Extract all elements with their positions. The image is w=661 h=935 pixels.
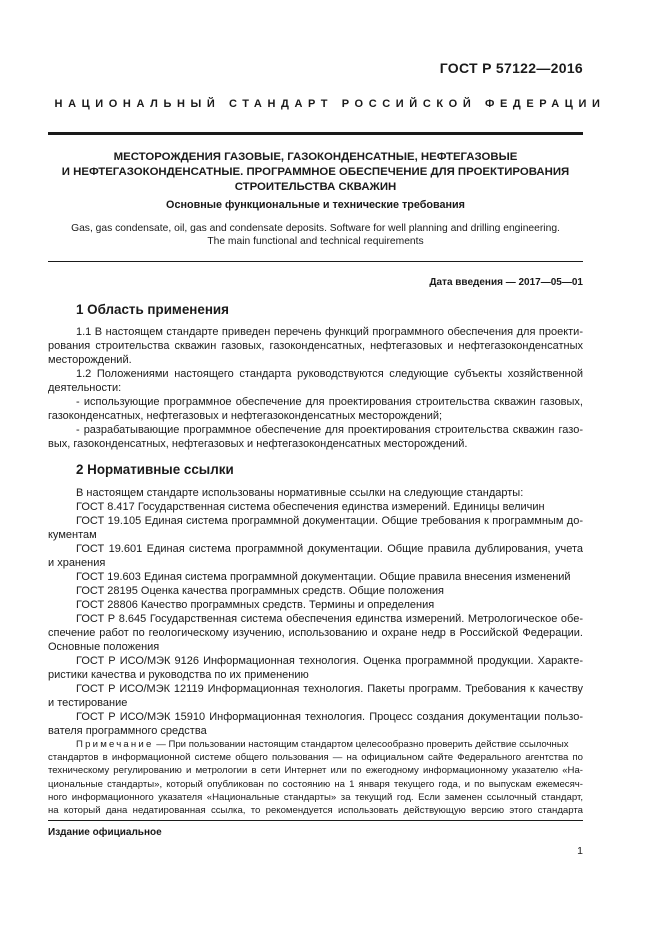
paragraph-line: вых, газоконденсатных, нефтегазовых и нефтегазоконденсатных месторождений. [48, 438, 468, 450]
paragraph-line: месторождений. [48, 354, 132, 366]
reference-line: кументам [48, 529, 97, 541]
section-1-heading: 1 Область применения [76, 302, 229, 317]
note-line: стандартов в информационной системе общего пользования — на официальном сайте Федерального агентства по [48, 752, 583, 764]
paragraph-line: рования строительства скважин газовых, газоконденсатных, нефтегазовых и нефтегазоконденсатных [48, 340, 583, 352]
page-number: 1 [577, 845, 583, 857]
title-line: МЕСТОРОЖДЕНИЯ ГАЗОВЫЕ, ГАЗОКОНДЕНСАТНЫЕ, НЕФТЕГАЗОВЫЕ [113, 151, 518, 163]
note-block [48, 738, 583, 817]
note-label: Примечание [76, 739, 154, 750]
header-divider [48, 132, 583, 135]
reference-line: Основные положения [48, 641, 160, 653]
reference-line: ГОСТ Р 8.645 Государственная система обеспечения единства измерений. Метрологическое обе- [76, 613, 583, 625]
reference-line: ГОСТ 19.105 Единая система программной документации. Общие требования к программным до- [76, 515, 583, 527]
english-title-line: The main functional and technical requirements [207, 236, 424, 247]
english-title-line: Gas, gas condensate, oil, gas and condensate deposits. Software for well planning and drilling engineering. [71, 223, 560, 234]
document-subtitle: Основные функциональные и технические требования [166, 199, 465, 211]
title-line: И НЕФТЕГАЗОКОНДЕНСАТНЫЕ. ПРОГРАММНОЕ ОБЕСПЕЧЕНИЕ ДЛЯ ПРОЕКТИРОВАНИЯ [61, 166, 570, 178]
reference-line: ГОСТ Р ИСО/МЭК 9126 Информационная технология. Оценка программной продукции. Характе- [76, 655, 583, 667]
reference-line: ГОСТ 19.601 Единая система программной документации. Общие правила дублирования, учета [76, 543, 583, 555]
standard-code: ГОСТ Р 57122—2016 [439, 60, 583, 76]
document-title [48, 150, 583, 195]
national-standard-banner: НАЦИОНАЛЬНЫЙ СТАНДАРТ РОССИЙСКОЙ ФЕДЕРАЦИИ [54, 98, 606, 110]
paragraph-line: 1.1 В настоящем стандарте приведен перечень функций программного обеспечения для проекти- [76, 326, 583, 338]
paragraph-line: деятельности: [48, 382, 122, 394]
note-line: ного информационного указателя «Национальные стандарты» за текущий год. Если заменен ссылочный стандарт, [48, 791, 583, 803]
paragraph-line: 1.2 Положениями настоящего стандарта руководствуются следующие субъекты хозяйственной [76, 368, 583, 380]
footer-divider [48, 820, 583, 821]
reference-line: спечение работ по геологическому изучению, использованию и охране недр в Российской Федерации. [48, 627, 583, 639]
official-edition-label: Издание официальное [48, 827, 162, 838]
reference-line: ГОСТ 28806 Качество программных средств. Термины и определения [76, 599, 435, 611]
reference-line: ГОСТ 8.417 Государственная система обеспечения единства измерений. Единицы величин [76, 501, 545, 513]
reference-line: вателя программного средства [48, 725, 207, 737]
paragraph-line: В настоящем стандарте использованы нормативные ссылки на следующие стандарты: [76, 487, 524, 499]
paragraph-line: - разрабатывающие программное обеспечение для проектирования строительства скважин газо- [76, 424, 583, 436]
reference-line: и тестирование [48, 697, 128, 709]
section-2-body [48, 486, 583, 738]
reference-line: и хранения [48, 557, 106, 569]
title-divider [48, 261, 583, 262]
section-2-heading: 2 Нормативные ссылки [76, 462, 234, 477]
note-line: на который дана недатированная ссылка, то рекомендуется использовать действующую версию этого стандарта [48, 804, 583, 816]
date-of-introduction: Дата введения — 2017—05—01 [429, 277, 583, 288]
paragraph-line: газоконденсатных, нефтегазовых и нефтегазоконденсатных месторождений; [48, 410, 443, 422]
note-line [48, 738, 583, 751]
reference-line: ГОСТ 19.603 Единая система программной документации. Общие правила внесения изменений [76, 571, 571, 583]
english-title [48, 222, 583, 248]
section-1-body [48, 325, 583, 451]
note-text: — При пользовании настоящим стандартом целесообразно проверить действие ссылочных [153, 739, 569, 750]
note-line: техническому регулированию и метрологии в сети Интернет или по ежегодному информационному указателю «На- [48, 765, 583, 777]
reference-line: ристики качества и руководства по их применению [48, 669, 309, 681]
paragraph-line: - использующие программное обеспечение для проектирования строительства скважин газовых, [76, 396, 583, 408]
title-line: СТРОИТЕЛЬСТВА СКВАЖИН [234, 181, 397, 193]
reference-line: ГОСТ Р ИСО/МЭК 15910 Информационная технология. Процесс создания документации пользо- [76, 711, 583, 723]
reference-line: ГОСТ Р ИСО/МЭК 12119 Информационная технология. Пакеты программ. Требования к качеству [76, 683, 583, 695]
reference-line: ГОСТ 28195 Оценка качества программных средств. Общие положения [76, 585, 445, 597]
note-line: циональные стандарты», который опубликован по состоянию на 1 января текущего года, и по выпускам ежемесяч- [48, 778, 583, 790]
